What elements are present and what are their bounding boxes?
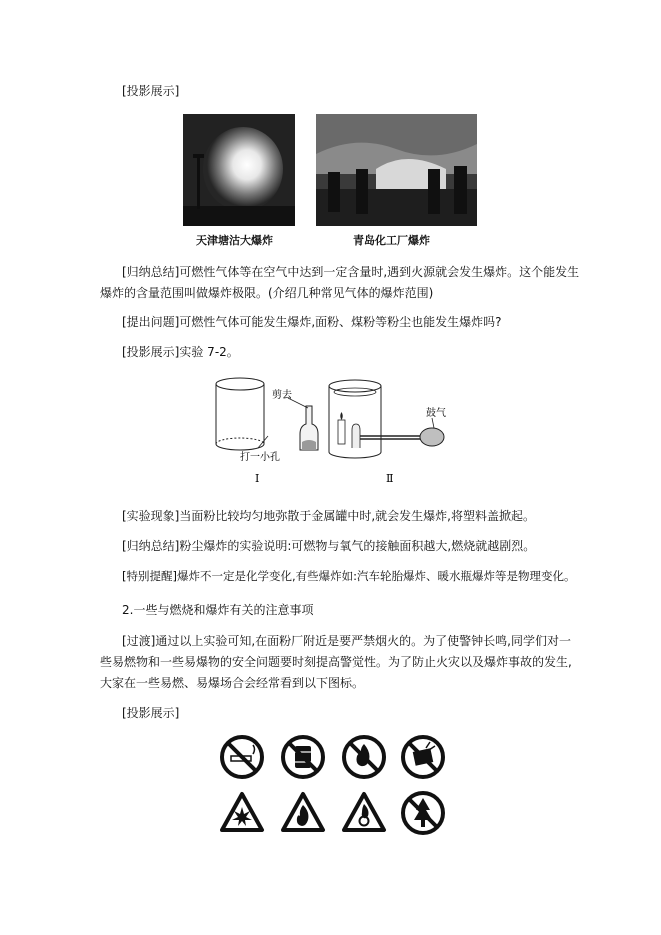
no-storage-icon	[280, 734, 326, 780]
paragraph-phenomenon: [实验现象]当面粉比较均匀地弥散于金属罐中时,就会发生爆炸,将塑料盖掀起。	[122, 509, 535, 523]
oxidizer-warning-icon	[341, 790, 387, 836]
diagram-label-air: 鼓气	[426, 408, 446, 419]
diagram-label-cut: 剪去	[272, 390, 292, 401]
paragraph-question: [提出问题]可燃性气体可能发生爆炸,面粉、煤粉等粉尘也能发生爆炸吗?	[122, 315, 502, 329]
diagram-label-ii: Ⅱ	[386, 472, 394, 485]
diagram-label-i: Ⅰ	[255, 472, 260, 485]
heading-projection-3: [投影展示]	[122, 706, 180, 720]
diagram-label-hole: 打一小孔	[240, 452, 280, 463]
no-forest-fire-icon	[400, 790, 446, 836]
photo-caption-left: 天津塘沽大爆炸	[196, 234, 273, 247]
paragraph-transition-line3: 大家在一些易燃、易爆场合会经常看到以下图标。	[100, 676, 365, 690]
flammable-warning-icon	[280, 790, 326, 836]
heading-projection-1: [投影展示]	[122, 84, 180, 98]
photo-tianjin-explosion	[183, 114, 295, 226]
photo-qingdao-explosion	[316, 114, 477, 226]
paragraph-reminder: [特别提醒]爆炸不一定是化学变化,有些爆炸如:汽车轮胎爆炸、暖水瓶爆炸等是物理变化。	[122, 569, 576, 583]
heading-projection-2: [投影展示]实验 7-2。	[122, 345, 239, 359]
paragraph-transition-line1: [过渡]通过以上实验可知,在面粉厂附近是要严禁烟火的。为了使警钟长鸣,同学们对一	[122, 634, 571, 648]
paragraph-summary-1-line1: [归纳总结]可燃性气体等在空气中达到一定含量时,遇到火源就会发生爆炸。这个能发生	[122, 265, 580, 279]
no-smoking-icon	[219, 734, 265, 780]
paragraph-summary-2: [归纳总结]粉尘爆炸的实验说明:可燃物与氧气的接触面积越大,燃烧就越剧烈。	[122, 539, 536, 553]
paragraph-transition-line2: 些易燃物和一些易爆物的安全问题要时刻提高警觉性。为了防止火灾以及爆炸事故的发生,	[100, 655, 572, 669]
no-open-flame-icon	[341, 734, 387, 780]
section-heading-2: 2.一些与燃烧和爆炸有关的注意事项	[122, 603, 314, 617]
paragraph-summary-1-line2: 爆炸的含量范围叫做爆炸极限。(介绍几种常见气体的爆炸范围)	[100, 286, 434, 300]
no-fireworks-icon	[400, 734, 446, 780]
experiment-diagram	[200, 372, 460, 487]
photo-caption-right: 青岛化工厂爆炸	[353, 234, 430, 247]
explosive-warning-icon	[219, 790, 265, 836]
